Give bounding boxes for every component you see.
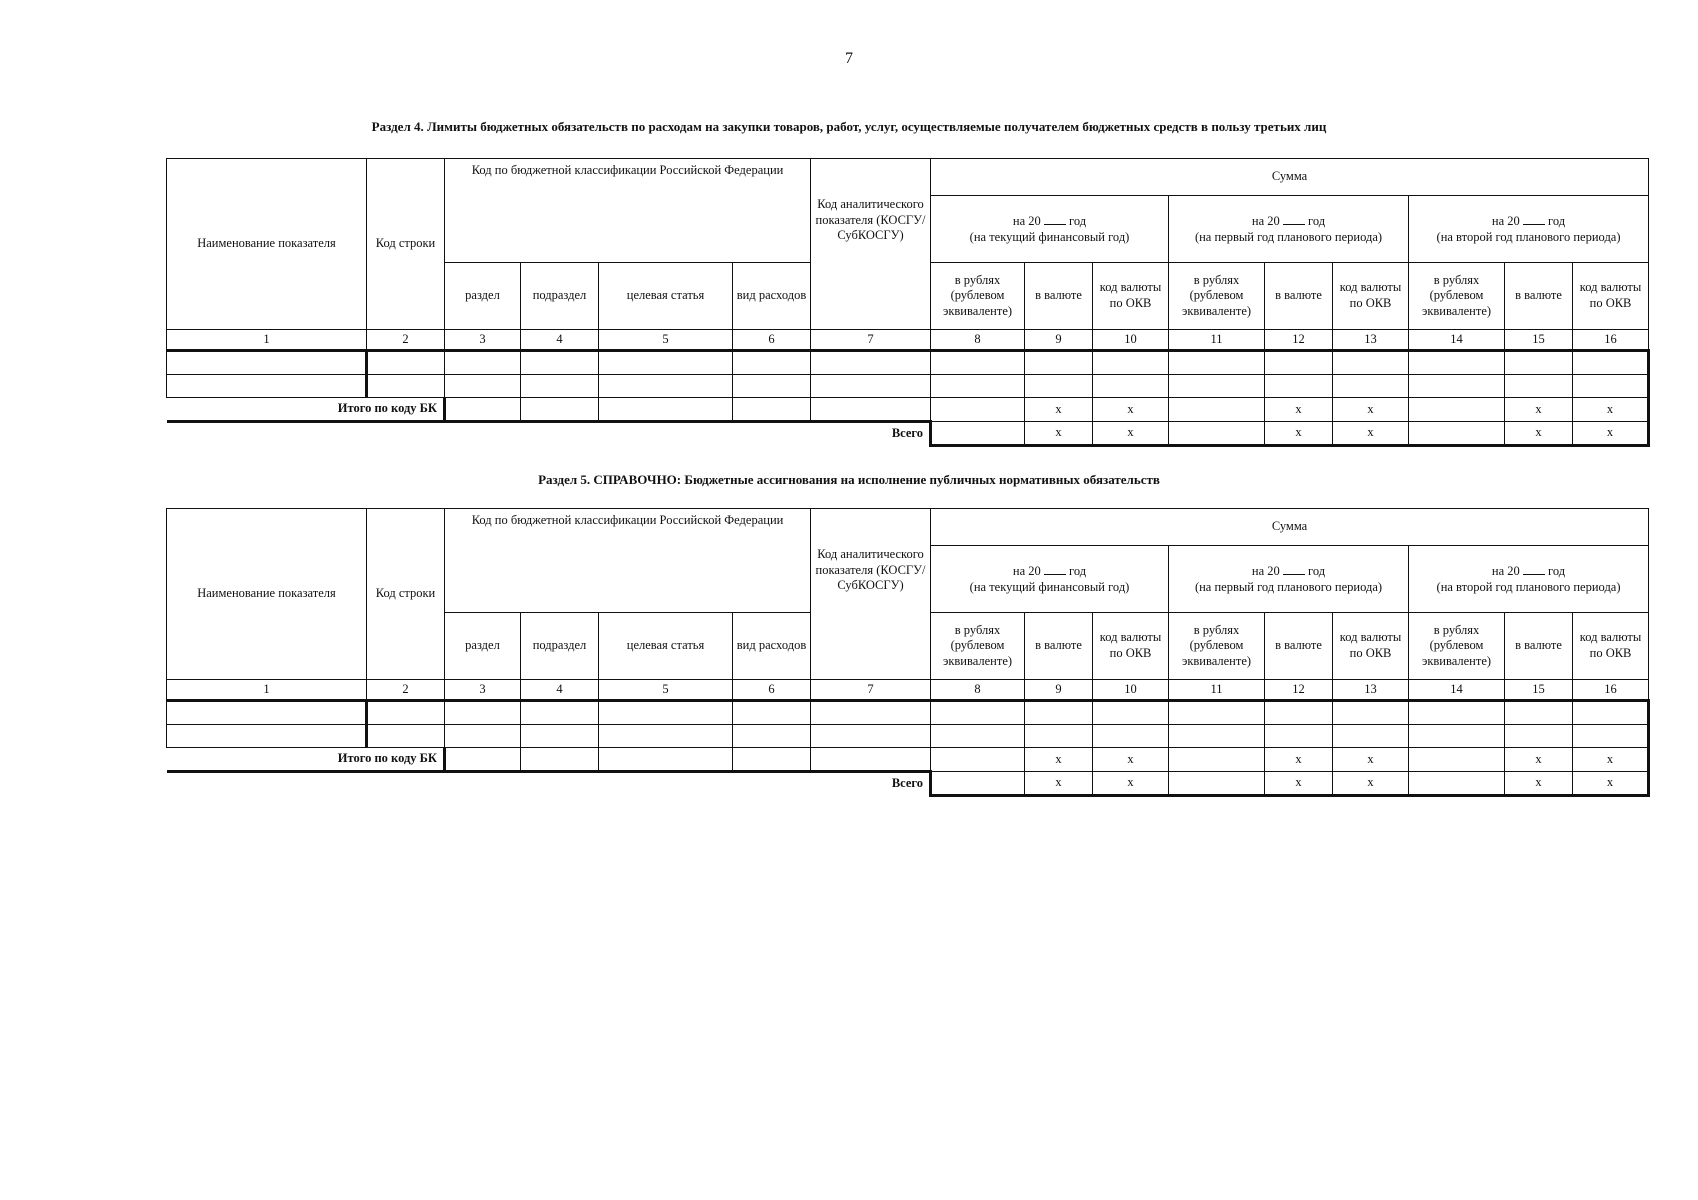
vsego-cell[interactable] — [1409, 422, 1505, 446]
itogo-cell[interactable] — [931, 748, 1025, 772]
x-mark: x — [1025, 748, 1093, 772]
data-cell[interactable] — [931, 725, 1025, 748]
header-okv: код валюты по ОКВ — [1093, 613, 1169, 680]
col-number: 11 — [1169, 680, 1265, 701]
year-current-note: (на текущий финансовый год) — [969, 230, 1130, 244]
vsego-cell[interactable] — [1409, 772, 1505, 796]
year-blank — [1283, 562, 1305, 575]
data-cell[interactable] — [811, 351, 931, 375]
year-blank — [1523, 562, 1545, 575]
data-cell[interactable] — [1333, 351, 1409, 375]
header-vid: вид расходов — [733, 613, 811, 680]
header-okv: код валюты по ОКВ — [1333, 613, 1409, 680]
header-year-current — [931, 546, 1169, 613]
year-blank — [1044, 212, 1066, 225]
data-cell[interactable] — [931, 701, 1025, 725]
header-bk: Код по бюджетной классификации Российской Федерации — [445, 159, 811, 263]
year-prefix: на 20 — [1491, 214, 1520, 229]
header-year-second — [1409, 196, 1649, 263]
x-mark: x — [1505, 772, 1573, 796]
header-okv: код валюты по ОКВ — [1573, 613, 1649, 680]
header-rub: в рублях (рублевом эквиваленте) — [1409, 613, 1505, 680]
col-number: 1 — [167, 330, 367, 351]
data-cell[interactable] — [1265, 375, 1333, 398]
itogo-cell[interactable] — [599, 748, 733, 772]
data-cell[interactable] — [1505, 725, 1573, 748]
vsego-label: Всего — [167, 422, 931, 446]
col-number: 12 — [1265, 680, 1333, 701]
itogo-cell[interactable] — [521, 398, 599, 422]
itogo-cell[interactable] — [811, 398, 931, 422]
data-cell[interactable] — [733, 701, 811, 725]
x-mark: x — [1333, 772, 1409, 796]
col-number: 16 — [1573, 680, 1649, 701]
year-first-note: (на первый год планового периода) — [1194, 230, 1383, 244]
section-4-table — [166, 158, 1648, 447]
x-mark: x — [1093, 748, 1169, 772]
year-suffix: год — [1069, 214, 1087, 229]
itogo-cell[interactable] — [1169, 748, 1265, 772]
data-cell[interactable] — [1265, 701, 1333, 725]
year-suffix: год — [1308, 564, 1326, 579]
table-row — [167, 701, 1649, 725]
header-rub: в рублях (рублевом эквиваленте) — [931, 613, 1025, 680]
data-cell[interactable] — [1409, 375, 1505, 398]
col-number: 1 — [167, 680, 367, 701]
data-cell[interactable] — [367, 375, 445, 398]
header-okv: код валюты по ОКВ — [1573, 263, 1649, 330]
data-cell[interactable] — [811, 725, 931, 748]
col-number: 9 — [1025, 680, 1093, 701]
x-mark: x — [1573, 772, 1649, 796]
itogo-cell[interactable] — [931, 398, 1025, 422]
header-code: Код строки — [367, 159, 445, 330]
data-cell[interactable] — [521, 375, 599, 398]
header-val: в валюте — [1265, 263, 1333, 330]
year-blank — [1283, 212, 1305, 225]
year-blank — [1523, 212, 1545, 225]
itogo-cell[interactable] — [733, 398, 811, 422]
data-cell[interactable] — [1409, 701, 1505, 725]
header-rub: в рублях (рублевом эквиваленте) — [1409, 263, 1505, 330]
data-cell[interactable] — [167, 375, 367, 398]
year-prefix: на 20 — [1012, 564, 1041, 579]
header-code: Код строки — [367, 509, 445, 680]
year-suffix: год — [1069, 564, 1087, 579]
data-cell[interactable] — [599, 725, 733, 748]
data-cell[interactable] — [367, 725, 445, 748]
data-cell[interactable] — [1333, 701, 1409, 725]
header-val: в валюте — [1025, 263, 1093, 330]
header-year-first — [1169, 196, 1409, 263]
header-name: Наименование показателя — [167, 509, 367, 680]
data-cell[interactable] — [811, 375, 931, 398]
col-number: 8 — [931, 330, 1025, 351]
data-cell[interactable] — [733, 375, 811, 398]
data-cell[interactable] — [167, 701, 367, 725]
data-cell[interactable] — [1169, 351, 1265, 375]
itogo-cell[interactable] — [445, 748, 521, 772]
x-mark: x — [1333, 748, 1409, 772]
header-year-current — [931, 196, 1169, 263]
itogo-label: Итого по коду БК — [167, 398, 445, 422]
x-mark: x — [1505, 422, 1573, 446]
itogo-cell[interactable] — [733, 748, 811, 772]
year-blank — [1044, 562, 1066, 575]
itogo-cell[interactable] — [445, 398, 521, 422]
data-cell[interactable] — [1505, 375, 1573, 398]
vsego-row — [167, 422, 1649, 446]
data-cell[interactable] — [1169, 725, 1265, 748]
header-rub: в рублях (рублевом эквиваленте) — [1169, 263, 1265, 330]
data-cell[interactable] — [1573, 351, 1649, 375]
data-cell[interactable] — [811, 701, 931, 725]
vsego-cell[interactable] — [1169, 772, 1265, 796]
col-number: 4 — [521, 330, 599, 351]
data-cell[interactable] — [1265, 351, 1333, 375]
x-mark: x — [1265, 422, 1333, 446]
col-number: 3 — [445, 680, 521, 701]
header-vid: вид расходов — [733, 263, 811, 330]
x-mark: x — [1573, 748, 1649, 772]
year-current-note: (на текущий финансовый год) — [969, 580, 1130, 594]
data-cell[interactable] — [931, 375, 1025, 398]
header-kosgu: Код аналитического показателя (КОСГУ/ СубКОСГУ) — [811, 159, 931, 330]
x-mark: x — [1093, 422, 1169, 446]
data-cell[interactable] — [367, 351, 445, 375]
col-number: 12 — [1265, 330, 1333, 351]
year-prefix: на 20 — [1251, 564, 1280, 579]
year-second-note: (на второй год планового периода) — [1436, 230, 1621, 244]
header-razdel: раздел — [445, 263, 521, 330]
itogo-cell[interactable] — [1409, 748, 1505, 772]
header-celevaya: целевая статья — [599, 613, 733, 680]
col-number: 3 — [445, 330, 521, 351]
itogo-cell[interactable] — [521, 748, 599, 772]
data-cell[interactable] — [1093, 351, 1169, 375]
table-row — [167, 725, 1649, 748]
col-number: 16 — [1573, 330, 1649, 351]
data-cell[interactable] — [733, 351, 811, 375]
data-cell[interactable] — [1025, 701, 1093, 725]
header-rub: в рублях (рублевом эквиваленте) — [931, 263, 1025, 330]
itogo-cell[interactable] — [1169, 398, 1265, 422]
data-cell[interactable] — [167, 725, 367, 748]
header-podrazdel: подраздел — [521, 613, 599, 680]
data-cell[interactable] — [1573, 375, 1649, 398]
col-number: 2 — [367, 330, 445, 351]
header-year-second — [1409, 546, 1649, 613]
x-mark: x — [1333, 422, 1409, 446]
col-number: 14 — [1409, 330, 1505, 351]
data-cell[interactable] — [599, 701, 733, 725]
col-number: 9 — [1025, 330, 1093, 351]
col-number: 10 — [1093, 330, 1169, 351]
year-suffix: год — [1548, 564, 1566, 579]
data-cell[interactable] — [1093, 701, 1169, 725]
data-cell[interactable] — [1409, 725, 1505, 748]
data-cell[interactable] — [445, 701, 521, 725]
col-number: 8 — [931, 680, 1025, 701]
header-celevaya: целевая статья — [599, 263, 733, 330]
header-okv: код валюты по ОКВ — [1333, 263, 1409, 330]
col-number: 10 — [1093, 680, 1169, 701]
x-mark: x — [1505, 748, 1573, 772]
section-5-table — [166, 508, 1648, 797]
data-cell[interactable] — [521, 701, 599, 725]
data-cell[interactable] — [1573, 701, 1649, 725]
col-number: 15 — [1505, 680, 1573, 701]
col-number: 14 — [1409, 680, 1505, 701]
vsego-cell[interactable] — [1169, 422, 1265, 446]
col-number: 13 — [1333, 330, 1409, 351]
itogo-label: Итого по коду БК — [167, 748, 445, 772]
data-cell[interactable] — [1169, 375, 1265, 398]
data-cell[interactable] — [1025, 725, 1093, 748]
table-row — [167, 351, 1649, 375]
col-number: 13 — [1333, 680, 1409, 701]
col-number: 2 — [367, 680, 445, 701]
header-summa: Сумма — [931, 509, 1649, 546]
year-prefix: на 20 — [1251, 214, 1280, 229]
header-summa: Сумма — [931, 159, 1649, 196]
col-number: 7 — [811, 680, 931, 701]
vsego-cell[interactable] — [931, 422, 1025, 446]
col-number: 4 — [521, 680, 599, 701]
col-number: 5 — [599, 330, 733, 351]
header-podrazdel: подраздел — [521, 263, 599, 330]
x-mark: x — [1265, 748, 1333, 772]
col-number: 15 — [1505, 330, 1573, 351]
year-first-note: (на первый год планового периода) — [1194, 580, 1383, 594]
data-cell[interactable] — [1409, 351, 1505, 375]
itogo-cell[interactable] — [599, 398, 733, 422]
data-cell[interactable] — [445, 725, 521, 748]
header-val: в валюте — [1505, 263, 1573, 330]
page-number: 7 — [845, 50, 853, 67]
data-cell[interactable] — [1093, 725, 1169, 748]
year-prefix: на 20 — [1491, 564, 1520, 579]
data-cell[interactable] — [599, 351, 733, 375]
year-suffix: год — [1308, 214, 1326, 229]
header-kosgu: Код аналитического показателя (КОСГУ/ СубКОСГУ) — [811, 509, 931, 680]
vsego-cell[interactable] — [931, 772, 1025, 796]
year-suffix: год — [1548, 214, 1566, 229]
data-cell[interactable] — [1333, 725, 1409, 748]
year-second-note: (на второй год планового периода) — [1436, 580, 1621, 594]
x-mark: x — [1573, 422, 1649, 446]
data-cell[interactable] — [1505, 351, 1573, 375]
header-val: в валюте — [1505, 613, 1573, 680]
header-razdel: раздел — [445, 613, 521, 680]
header-name: Наименование показателя — [167, 159, 367, 330]
data-cell[interactable] — [599, 375, 733, 398]
vsego-label: Всего — [167, 772, 931, 796]
x-mark: x — [1025, 422, 1093, 446]
col-number: 11 — [1169, 330, 1265, 351]
data-cell[interactable] — [1093, 375, 1169, 398]
x-mark: x — [1505, 398, 1573, 422]
section-4-title: Раздел 4. Лимиты бюджетных обязательств по расходам на закупки товаров, работ, услуг, осуществляемые получателем бюджетных средств в пользу третьих лиц — [371, 119, 1327, 134]
data-cell[interactable] — [445, 375, 521, 398]
data-cell[interactable] — [521, 725, 599, 748]
year-prefix: на 20 — [1012, 214, 1041, 229]
table-row — [167, 375, 1649, 398]
header-rub: в рублях (рублевом эквиваленте) — [1169, 613, 1265, 680]
x-mark: x — [1573, 398, 1649, 422]
x-mark: x — [1265, 398, 1333, 422]
data-cell[interactable] — [1025, 375, 1093, 398]
data-cell[interactable] — [931, 351, 1025, 375]
data-cell[interactable] — [367, 701, 445, 725]
itogo-row — [167, 398, 1649, 422]
header-bk: Код по бюджетной классификации Российской Федерации — [445, 509, 811, 613]
data-cell[interactable] — [167, 351, 367, 375]
x-mark: x — [1025, 772, 1093, 796]
itogo-cell[interactable] — [811, 748, 931, 772]
data-cell[interactable] — [733, 725, 811, 748]
header-year-first — [1169, 546, 1409, 613]
data-cell[interactable] — [1505, 701, 1573, 725]
data-cell[interactable] — [445, 351, 521, 375]
itogo-row — [167, 748, 1649, 772]
col-number: 7 — [811, 330, 931, 351]
col-number: 6 — [733, 680, 811, 701]
col-number: 5 — [599, 680, 733, 701]
x-mark: x — [1025, 398, 1093, 422]
header-val: в валюте — [1265, 613, 1333, 680]
x-mark: x — [1333, 398, 1409, 422]
x-mark: x — [1093, 398, 1169, 422]
data-cell[interactable] — [1265, 725, 1333, 748]
data-cell[interactable] — [1025, 351, 1093, 375]
data-cell[interactable] — [1573, 725, 1649, 748]
data-cell[interactable] — [521, 351, 599, 375]
x-mark: x — [1093, 772, 1169, 796]
itogo-cell[interactable] — [1409, 398, 1505, 422]
vsego-row — [167, 772, 1649, 796]
data-cell[interactable] — [1333, 375, 1409, 398]
data-cell[interactable] — [1169, 701, 1265, 725]
header-okv: код валюты по ОКВ — [1093, 263, 1169, 330]
x-mark: x — [1265, 772, 1333, 796]
header-val: в валюте — [1025, 613, 1093, 680]
section-5-title: Раздел 5. СПРАВОЧНО: Бюджетные ассигнования на исполнение публичных нормативных обязательств — [538, 472, 1160, 487]
col-number: 6 — [733, 330, 811, 351]
